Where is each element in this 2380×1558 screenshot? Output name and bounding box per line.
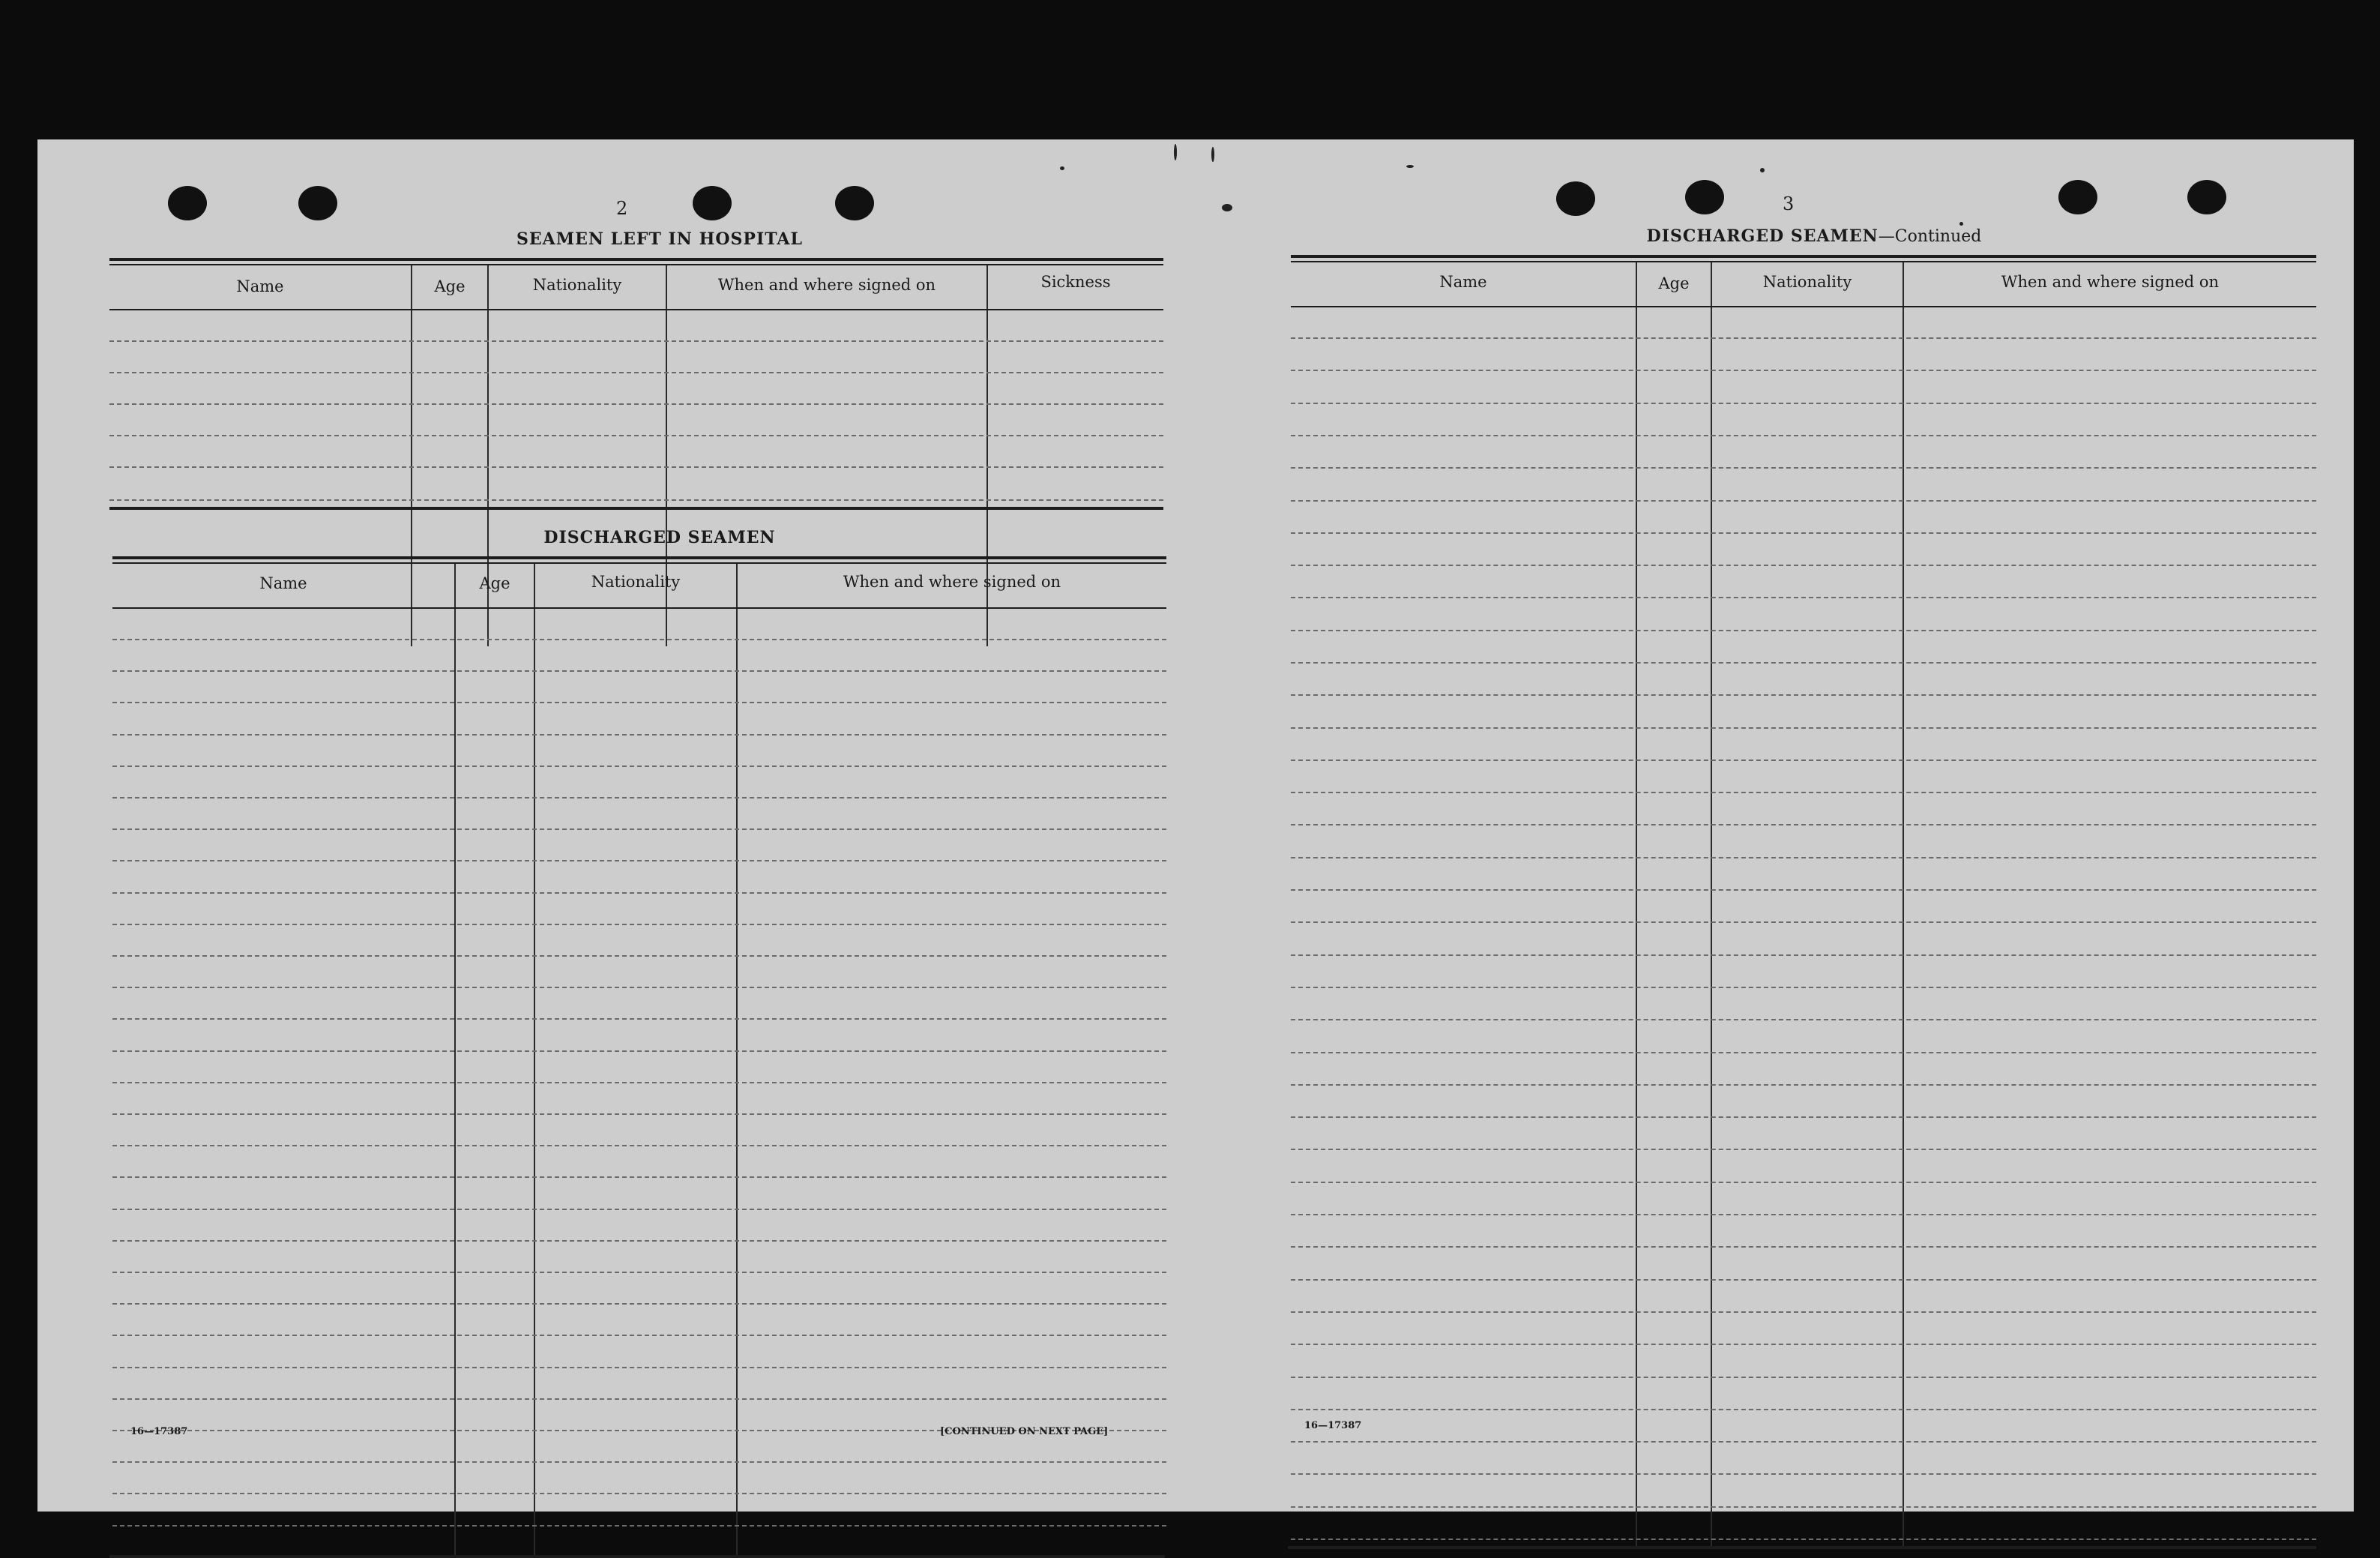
discharged-row-line bbox=[112, 987, 1166, 988]
page-number-left: 2 bbox=[616, 198, 628, 219]
discharged-row-line bbox=[112, 1272, 1166, 1273]
scan-speck bbox=[1174, 144, 1177, 160]
right-row-line bbox=[1291, 760, 2316, 761]
discharged-header-rule bbox=[112, 562, 1166, 564]
discharged-row-line bbox=[112, 639, 1166, 640]
right-row-line bbox=[1291, 1149, 2316, 1150]
scan-speck bbox=[1760, 168, 1765, 172]
discharged-row-line bbox=[112, 1240, 1166, 1242]
right-row-line bbox=[1291, 662, 2316, 664]
discharged-col-divider bbox=[736, 564, 738, 1555]
right-row-line bbox=[1291, 1116, 2316, 1118]
discharged-row-line bbox=[112, 860, 1166, 861]
binder-hole bbox=[168, 186, 207, 220]
discharged-row-line bbox=[112, 955, 1166, 957]
hospital-col-age: Age bbox=[434, 277, 466, 295]
discharged-row-line bbox=[112, 734, 1166, 736]
right-row-line bbox=[1291, 987, 2316, 988]
right-col-name: Name bbox=[1439, 273, 1487, 291]
right-section-title-continued: —Continued bbox=[1878, 227, 1982, 246]
right-row-line bbox=[1291, 1214, 2316, 1215]
right-section-title-main: DISCHARGED SEAMEN bbox=[1646, 226, 1879, 246]
right-row-line bbox=[1291, 630, 2316, 631]
right-row-line bbox=[1291, 370, 2316, 371]
right-col-nationality: Nationality bbox=[1762, 273, 1852, 291]
binder-hole bbox=[2058, 180, 2097, 214]
hospital-row-line bbox=[109, 372, 1163, 373]
right-row-line bbox=[1291, 1473, 2316, 1475]
scan-speck bbox=[1211, 147, 1214, 162]
hospital-col-nationality: Nationality bbox=[532, 276, 622, 294]
binder-hole bbox=[835, 186, 874, 220]
discharged-col-nationality: Nationality bbox=[591, 573, 681, 591]
hospital-row-line bbox=[109, 466, 1163, 468]
discharged-row-line bbox=[112, 1113, 1166, 1115]
right-row-line bbox=[1291, 1019, 2316, 1020]
discharged-row-line bbox=[112, 1176, 1166, 1178]
discharged-row-line bbox=[112, 892, 1166, 894]
discharged-row-line bbox=[112, 766, 1166, 767]
right-row-line bbox=[1291, 1246, 2316, 1248]
discharged-row-line bbox=[112, 1461, 1166, 1463]
discharged-row-line bbox=[112, 1145, 1166, 1146]
right-header-underline bbox=[1291, 306, 2316, 307]
form-number-left: 16—17387 bbox=[130, 1426, 188, 1437]
hospital-header-rule bbox=[109, 264, 1163, 265]
right-row-line bbox=[1291, 1052, 2316, 1053]
discharged-section-title: DISCHARGED SEAMEN bbox=[543, 528, 776, 547]
right-row-line bbox=[1291, 1084, 2316, 1086]
discharged-top-rule bbox=[112, 556, 1166, 559]
page-number-right: 3 bbox=[1783, 193, 1795, 214]
right-row-line bbox=[1291, 1539, 2316, 1540]
hospital-col-name: Name bbox=[236, 277, 284, 295]
right-row-line bbox=[1291, 532, 2316, 534]
binder-hole bbox=[693, 186, 732, 220]
hospital-section-title: SEAMEN LEFT IN HOSPITAL bbox=[516, 229, 803, 249]
right-row-line bbox=[1291, 1409, 2316, 1410]
discharged-col-age: Age bbox=[479, 574, 510, 592]
right-col-divider bbox=[1636, 262, 1637, 1546]
discharged-row-line bbox=[112, 1335, 1166, 1336]
hospital-row-line bbox=[109, 435, 1163, 436]
right-row-line bbox=[1291, 727, 2316, 729]
right-row-line bbox=[1291, 1182, 2316, 1183]
discharged-row-line bbox=[112, 1525, 1166, 1527]
discharged-row-line bbox=[112, 1493, 1166, 1494]
right-section-title bbox=[1507, 226, 2121, 246]
right-row-line bbox=[1291, 1344, 2316, 1345]
hospital-col-signed-on: When and where signed on bbox=[717, 276, 936, 294]
right-row-line bbox=[1291, 1506, 2316, 1508]
hospital-row-line bbox=[109, 340, 1163, 342]
hospital-top-rule bbox=[109, 258, 1163, 261]
discharged-row-line bbox=[112, 1303, 1166, 1305]
discharged-row-line bbox=[112, 1209, 1166, 1210]
binder-hole bbox=[2187, 180, 2226, 214]
right-row-line bbox=[1291, 435, 2316, 436]
right-row-line bbox=[1291, 1441, 2316, 1443]
hospital-row-line bbox=[109, 499, 1163, 501]
hospital-col-sickness: Sickness bbox=[1040, 273, 1111, 291]
discharged-row-line bbox=[112, 1082, 1166, 1083]
scan-speck bbox=[1959, 222, 1963, 226]
discharged-row-line bbox=[112, 1398, 1166, 1400]
discharged-col-divider bbox=[454, 564, 456, 1555]
right-row-line bbox=[1291, 1377, 2316, 1378]
discharged-row-line bbox=[112, 702, 1166, 703]
right-row-line bbox=[1291, 500, 2316, 502]
hospital-row-line bbox=[109, 403, 1163, 405]
right-col-signed-on: When and where signed on bbox=[2001, 273, 2220, 291]
right-col-age: Age bbox=[1658, 274, 1690, 292]
continued-note: [CONTINUED ON NEXT PAGE] bbox=[940, 1426, 1109, 1437]
right-col-divider bbox=[1711, 262, 1712, 1546]
discharged-row-line bbox=[112, 924, 1166, 925]
scan-speck bbox=[1060, 166, 1064, 170]
right-col-divider bbox=[1903, 262, 1904, 1546]
binder-hole bbox=[1685, 180, 1724, 214]
right-top-rule bbox=[1291, 255, 2316, 258]
right-row-line bbox=[1291, 1311, 2316, 1313]
discharged-row-line bbox=[112, 828, 1166, 830]
discharged-row-line bbox=[112, 1050, 1166, 1052]
right-row-line bbox=[1291, 857, 2316, 858]
right-row-line bbox=[1291, 467, 2316, 469]
discharged-col-divider bbox=[534, 564, 535, 1555]
discharged-row-line bbox=[112, 670, 1166, 672]
right-row-line bbox=[1291, 565, 2316, 566]
right-row-line bbox=[1291, 954, 2316, 956]
right-row-line bbox=[1291, 889, 2316, 891]
discharged-header-underline bbox=[112, 607, 1166, 609]
scan-speck bbox=[1406, 165, 1414, 168]
hospital-header-underline bbox=[109, 309, 1163, 310]
right-bottom-rule bbox=[1288, 1546, 2316, 1549]
right-row-line bbox=[1291, 792, 2316, 793]
hospital-bottom-rule bbox=[109, 507, 1163, 510]
discharged-col-name: Name bbox=[259, 574, 307, 592]
right-row-line bbox=[1291, 694, 2316, 696]
binder-hole bbox=[1556, 181, 1595, 216]
binder-hole bbox=[298, 186, 337, 220]
discharged-col-signed-on: When and where signed on bbox=[843, 573, 1061, 591]
right-row-line bbox=[1291, 824, 2316, 825]
right-row-line bbox=[1291, 597, 2316, 598]
discharged-row-line bbox=[112, 1018, 1166, 1020]
right-row-line bbox=[1291, 921, 2316, 923]
right-row-line bbox=[1291, 337, 2316, 339]
form-number-right: 16—17387 bbox=[1304, 1420, 1362, 1431]
scan-speck bbox=[1222, 204, 1232, 211]
right-row-line bbox=[1291, 403, 2316, 404]
right-header-rule bbox=[1291, 261, 2316, 262]
discharged-row-line bbox=[112, 797, 1166, 798]
document-sheet bbox=[37, 139, 2354, 1512]
discharged-row-line bbox=[112, 1367, 1166, 1368]
right-row-line bbox=[1291, 1279, 2316, 1281]
